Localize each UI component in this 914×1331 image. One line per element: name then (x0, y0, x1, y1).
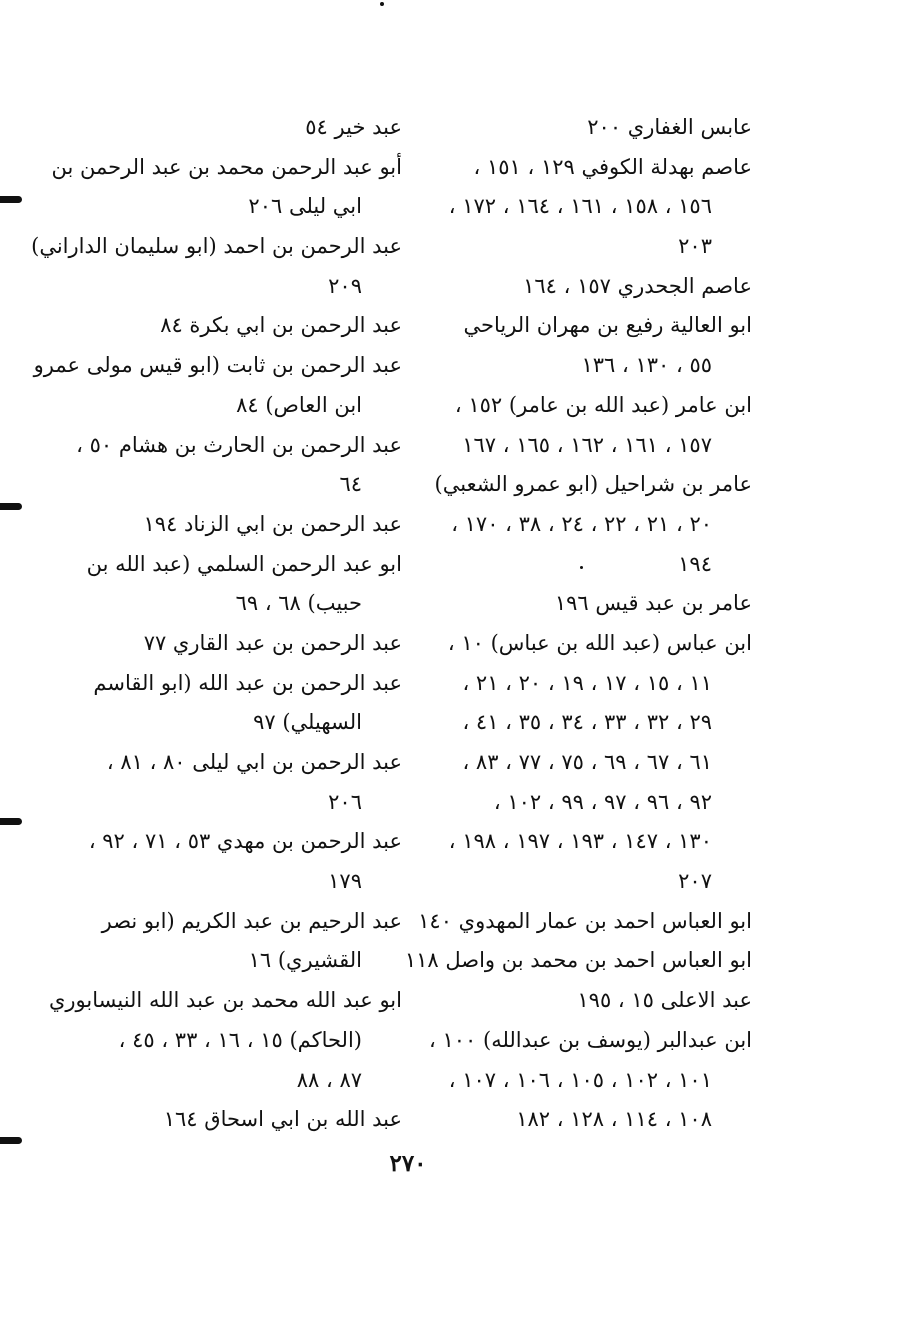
index-entry: عبد الرحمن بن ثابت (ابو قيس مولى عمرو (33, 353, 402, 378)
index-entry: عاصم الجحدري ١٥٧ ، ١٦٤ (523, 273, 752, 298)
speck-dot (580, 566, 583, 569)
index-entry-continuation: ابي ليلى ٢٠٦ (248, 194, 362, 219)
index-entry: عبد الله بن ابي اسحاق ١٦٤ (163, 1107, 402, 1132)
index-entry: عبد الاعلى ١٥ ، ١٩٥ (577, 988, 752, 1013)
index-entry: عبد الرحمن بن ابي الزناد ١٩٤ (143, 511, 402, 536)
index-entry: عبد الرحمن بن الحارث بن هشام ٥٠ ، (76, 432, 402, 457)
index-entry: ابن عامر (عبد الله بن عامر) ١٥٢ ، (454, 392, 752, 417)
index-entry: ابو عبد الله محمد بن عبد الله النيسابوري (48, 988, 402, 1013)
index-entry-continuation: ١٥٦ ، ١٥٨ ، ١٦١ ، ١٦٤ ، ١٧٢ ، (448, 194, 712, 219)
index-entry-continuation: ٢٠٣ (678, 234, 712, 259)
index-entry: ابو العالية رفيع بن مهران الرياحي (463, 313, 752, 338)
index-entry: ابو عبد الرحمن السلمي (عبد الله بن (86, 551, 402, 576)
index-entry: عامر بن شراحيل (ابو عمرو الشعبي) (434, 472, 752, 497)
index-entry: عبد الرحيم بن عبد الكريم (ابو نصر (101, 908, 402, 933)
index-entry-continuation: حبيب) ٦٨ ، ٦٩ (235, 591, 362, 616)
index-column-right (404, 108, 752, 1140)
index-entry: عابس الغفاري ٢٠٠ (587, 115, 752, 139)
index-entry-continuation: ١٧٩ (328, 869, 362, 894)
index-entry-continuation: ١٥٧ ، ١٦١ ، ١٦٢ ، ١٦٥ ، ١٦٧ (462, 432, 712, 457)
binding-mark (0, 1137, 22, 1144)
index-entry-continuation: ٦٤ (339, 472, 362, 497)
index-entry-continuation: القشيري) ١٦ (248, 948, 362, 973)
index-entry: عامر بن عبد قيس ١٩٦ (554, 591, 752, 616)
index-column-left (31, 108, 402, 1140)
index-entry: أبو عبد الرحمن محمد بن عبد الرحمن بن (51, 154, 402, 179)
binding-mark (0, 196, 22, 203)
index-entry-continuation: ١١ ، ١٥ ، ١٧ ، ١٩ ، ٢٠ ، ٢١ ، (462, 670, 712, 695)
index-entry: عبد الرحمن بن عبد القاري ٧٧ (143, 630, 402, 655)
index-entry-continuation: ٢٠٦ (328, 789, 362, 814)
index-entry: عبد خير ٥٤ (305, 115, 402, 139)
index-entry: عاصم بهدلة الكوفي ١٢٩ ، ١٥١ ، (473, 154, 752, 179)
index-entry-continuation: ٩٢ ، ٩٦ ، ٩٧ ، ٩٩ ، ١٠٢ ، (493, 789, 712, 814)
index-entry: عبد الرحمن بن مهدي ٥٣ ، ٧١ ، ٩٢ ، (88, 829, 402, 854)
index-entry-continuation: ٥٥ ، ١٣٠ ، ١٣٦ (581, 353, 712, 378)
index-entry-continuation: ٢٠٩ (328, 273, 362, 298)
index-entry: عبد الرحمن بن احمد (ابو سليمان الداراني) (31, 234, 402, 259)
index-entry: ابن عبدالبر (يوسف بن عبدالله) ١٠٠ ، (429, 1027, 752, 1052)
index-entry-continuation: ٢٩ ، ٣٢ ، ٣٣ ، ٣٤ ، ٣٥ ، ٤١ ، (462, 710, 712, 735)
index-entry-continuation: ٨٧ ، ٨٨ (296, 1067, 362, 1092)
binding-mark (0, 503, 22, 510)
index-entry-continuation: ١٠١ ، ١٠٢ ، ١٠٥ ، ١٠٦ ، ١٠٧ ، (448, 1067, 712, 1092)
index-entry-continuation: ١٣٠ ، ١٤٧ ، ١٩٣ ، ١٩٧ ، ١٩٨ ، (448, 829, 712, 854)
index-entry-continuation: ٦١ ، ٦٧ ، ٦٩ ، ٧٥ ، ٧٧ ، ٨٣ ، (462, 750, 712, 774)
index-entry-continuation: ٢٠ ، ٢١ ، ٢٢ ، ٢٤ ، ٣٨ ، ١٧٠ ، (451, 511, 712, 536)
index-entry-continuation: ٢٠٧ (678, 869, 712, 894)
index-entry: ابو العباس احمد بن محمد بن واصل ١١٨ (404, 948, 752, 973)
index-entry: ابن عباس (عبد الله بن عباس) ١٠ ، (447, 630, 752, 655)
index-entry: ابو العباس احمد بن عمار المهدوي ١٤٠ (418, 908, 752, 933)
index-entry: عبد الرحمن بن عبد الله (ابو القاسم (93, 670, 402, 695)
top-dot (380, 2, 384, 6)
index-entry-continuation: ابن العاص) ٨٤ (236, 392, 362, 417)
page-number: ٢٧٠ (389, 1150, 427, 1177)
index-entry-continuation: (الحاكم) ١٥ ، ١٦ ، ٣٣ ، ٤٥ ، (118, 1027, 362, 1052)
binding-mark (0, 818, 22, 825)
index-entry-continuation: ١٠٨ ، ١١٤ ، ١٢٨ ، ١٨٢ (516, 1107, 712, 1132)
index-entry-continuation: ١٩٤ (678, 551, 712, 576)
index-entry: عبد الرحمن بن ابي بكرة ٨٤ (160, 313, 402, 338)
index-entry: عبد الرحمن بن ابي ليلى ٨٠ ، ٨١ ، (106, 750, 402, 774)
index-entry-continuation: السهيلي) ٩٧ (253, 710, 362, 735)
